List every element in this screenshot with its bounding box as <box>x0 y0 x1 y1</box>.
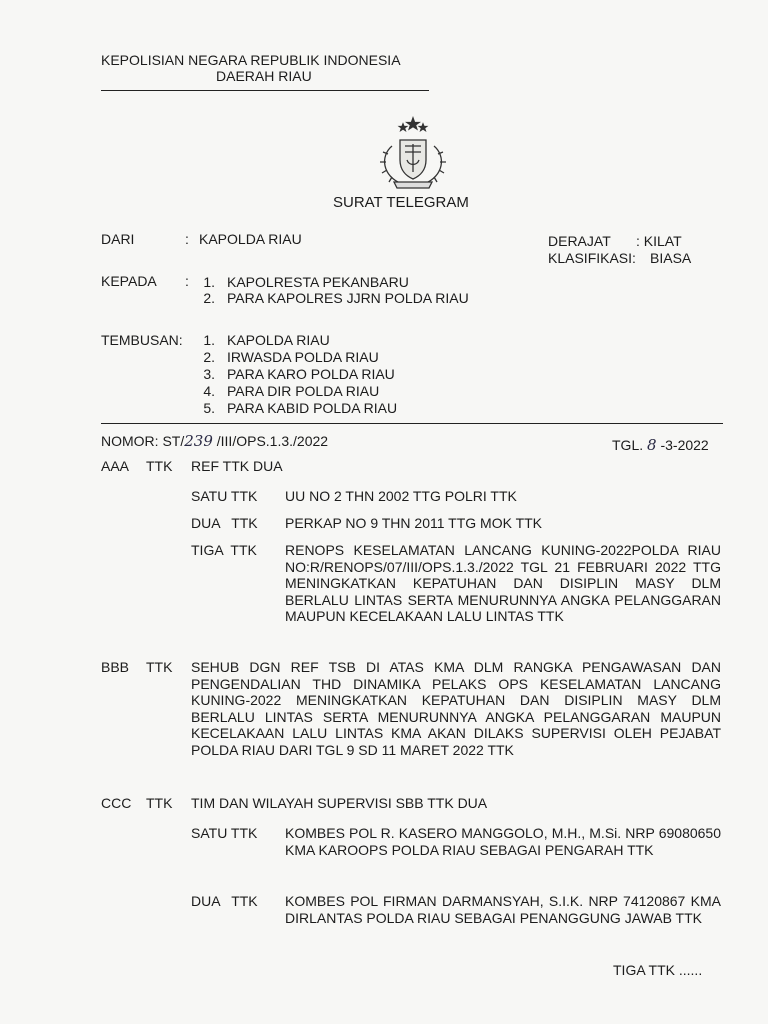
tanggal-handwritten: 8 <box>647 436 657 454</box>
nomor-handwritten: 239 <box>184 432 213 450</box>
tembusan-label: TEMBUSAN: <box>101 332 183 348</box>
aaa-sub-label: SATU TTK <box>191 488 258 504</box>
aaa-text: REF TTK DUA <box>191 458 283 474</box>
aaa-sub-text: RENOPS KESELAMATAN LANCANG KUNING-2022POLDA RIAU NO:R/RENOPS/07/III/OPS.1.3./2022 TGL 21 FEBRUARI 2022 TTG MENINGKATKAN KEPATUHAN DAN DISIPLIN MASY DLM BERLALU LINTAS SERTA MENURUNNYA ANGKA PELANGGARAN MAUPUN KECELAKAAN LALU LINTAS TTK <box>285 542 721 624</box>
aaa-sub-label: TIGA TTK <box>191 542 257 558</box>
ccc-sub-text: KOMBES POL FIRMAN DARMANSYAH, S.I.K. NRP 74120867 KMA DIRLANTAS POLDA RIAU SEBAGAI PENANGGUNG JAWAB TTK <box>285 893 721 926</box>
aaa-sub-text: UU NO 2 THN 2002 TTG POLRI TTK <box>285 488 517 504</box>
ccc-sub-text: KOMBES POL R. KASERO MANGGOLO, M.H., M.Si. NRP 69080650 KMA KAROOPS POLDA RIAU SEBAGAI PENGARAH TTK <box>285 825 721 858</box>
nomor-line: NOMOR: ST/239 /III/OPS.1.3./2022 <box>101 432 329 450</box>
ccc-label: CCC <box>101 795 132 811</box>
derajat-label: DERAJAT <box>548 233 611 249</box>
dari-value: KAPOLDA RIAU <box>199 231 302 247</box>
kepada-list <box>189 274 469 306</box>
continuation-marker: TIGA TTK ...... <box>613 962 703 978</box>
region-name: DAERAH RIAU <box>216 68 312 84</box>
aaa-sub-text: PERKAP NO 9 THN 2011 TTG MOK TTK <box>285 515 543 531</box>
tanggal-line: TGL. 8 -3-2022 <box>612 436 709 454</box>
derajat-value: : KILAT <box>636 233 682 249</box>
list-item: 1. KAPOLDA RIAU <box>203 332 330 348</box>
klasifikasi-label: KLASIFIKASI: <box>548 250 636 266</box>
dari-separator: : <box>185 231 189 247</box>
ccc-text: TIM DAN WILAYAH SUPERVISI SBB TTK DUA <box>191 795 488 811</box>
klasifikasi-value: BIASA <box>650 250 692 266</box>
section-divider <box>101 423 723 424</box>
ccc-sub-label: DUA TTK <box>191 893 258 909</box>
list-item: 4. PARA DIR POLDA RIAU <box>203 383 380 399</box>
kepada-separator: : <box>185 273 189 289</box>
list-item: 1. KAPOLRESTA PEKANBARU <box>203 274 409 290</box>
ccc-sub-label: SATU TTK <box>191 825 258 841</box>
list-item: 5. PARA KABID POLDA RIAU <box>203 400 398 416</box>
bbb-text: SEHUB DGN REF TSB DI ATAS KMA DLM RANGKA PENGAWASAN DAN PENGENDALIAN THD DINAMIKA PELAKS OPS KESELAMATAN LANCANG KUNING-2022 MENINGKATKAN KEPATUHAN DAN DISIPLIN MASY DLM BERLALU LINTAS SERTA MENURUNNYA ANGKA PELANGGARAN MAUPUN KECELAKAAN LALU LINTAS KMA AKAN DILAKS SUPERVISI OLEH PEJABAT POLDA RIAU DARI TGL 9 SD 11 MARET 2022 TTK <box>191 659 721 758</box>
document-title: SURAT TELEGRAM <box>333 194 469 211</box>
tembusan-list <box>189 332 397 417</box>
header-underline <box>101 90 429 91</box>
bbb-ttk: TTK <box>146 659 173 675</box>
aaa-label: AAA <box>101 458 130 474</box>
list-item: 3. PARA KARO POLDA RIAU <box>203 366 395 382</box>
institution-name: KEPOLISIAN NEGARA REPUBLIK INDONESIA <box>101 52 401 68</box>
bbb-label: BBB <box>101 659 130 675</box>
dari-label: DARI <box>101 231 135 247</box>
list-item: 2. PARA KAPOLRES JJRN POLDA RIAU <box>203 290 469 306</box>
ccc-ttk: TTK <box>146 795 173 811</box>
police-emblem-icon <box>372 116 454 192</box>
aaa-ttk: TTK <box>146 458 173 474</box>
list-item: 2. IRWASDA POLDA RIAU <box>203 349 379 365</box>
kepada-label: KEPADA <box>101 273 157 289</box>
aaa-sub-label: DUA TTK <box>191 515 258 531</box>
